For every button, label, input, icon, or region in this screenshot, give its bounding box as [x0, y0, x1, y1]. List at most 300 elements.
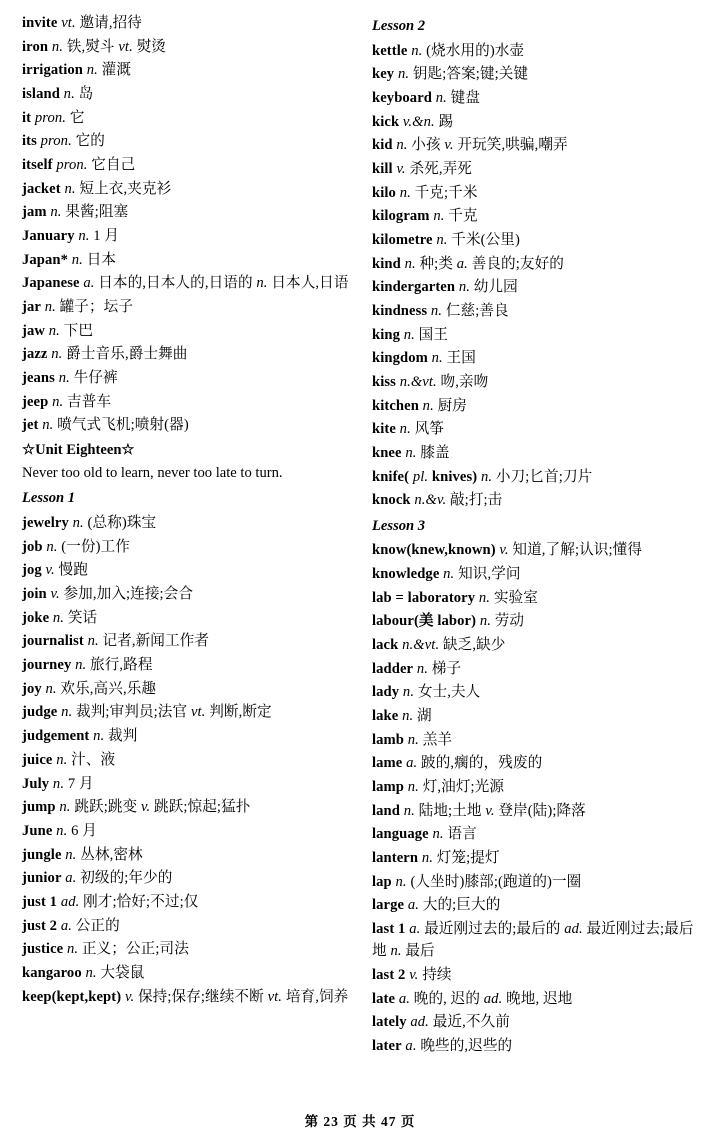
entry-definition: 判断,断定: [209, 704, 272, 721]
entry-headword: jacket: [22, 180, 61, 197]
entry-part-of-speech: n.: [416, 660, 429, 677]
entry-part-of-speech: a.: [407, 897, 420, 914]
entry-definition: 罐子；坛子: [59, 299, 134, 316]
entry-definition: 欢乐,高兴,乐趣: [60, 680, 157, 697]
entry-definition: 膝盖: [420, 445, 450, 462]
entry-part-of-speech: n.: [422, 397, 434, 414]
dictionary-entry: [22, 820, 350, 842]
dictionary-entry: [22, 107, 350, 129]
entry-part-of-speech: n.: [399, 184, 411, 201]
entry-definition: 仁慈;善良: [445, 303, 509, 320]
entry-headword: job: [22, 538, 43, 555]
entry-definition: 千克: [448, 208, 478, 225]
dictionary-entry: [22, 249, 350, 271]
entry-definition: 种;类: [419, 255, 454, 272]
entry-part-of-speech: n.: [407, 779, 419, 795]
entry-headword: jungle: [22, 846, 62, 863]
entry-part-of-speech: n.: [480, 468, 493, 485]
entry-headword: junior: [22, 870, 62, 887]
entry-headword: knock: [372, 492, 411, 509]
dictionary-entry: [372, 776, 700, 798]
entry-definition: 岛: [78, 86, 94, 103]
dictionary-entry: [372, 489, 700, 511]
entry-headword: land: [372, 802, 400, 819]
entry-headword: labour(美 labor): [372, 613, 477, 630]
entry-part-of-speech: pl.: [412, 468, 429, 485]
entry-headword: lamp: [372, 779, 405, 795]
entry-part-of-speech: v.: [45, 562, 55, 579]
dictionary-entry: [372, 1035, 700, 1057]
entry-part-of-speech: n.: [395, 873, 407, 890]
entry-headword: knee: [372, 445, 402, 462]
entry-definition: 登岸(陆);降落: [498, 802, 586, 819]
entry-definition: 陆地;土地: [418, 802, 482, 819]
lesson-heading: Lesson 1: [22, 490, 76, 507]
entry-part-of-speech: n.: [256, 275, 268, 292]
entry-headword: just 2: [22, 917, 58, 934]
entry-part-of-speech: n.: [56, 822, 68, 839]
entry-part-of-speech: n.: [402, 707, 414, 724]
dictionary-entry: [22, 536, 350, 558]
dictionary-entry: [22, 154, 350, 176]
dictionary-entry: [372, 658, 700, 680]
entry-part-of-speech: n.: [397, 66, 410, 83]
entry-part-of-speech: ad.: [60, 893, 80, 910]
dictionary-entry: [372, 729, 700, 751]
entry-definition: 培育,饲养: [285, 988, 349, 1005]
entry-definition: 键盘: [450, 90, 481, 107]
entry-part-of-speech: n.: [65, 846, 77, 863]
entry-headword: lap: [372, 873, 392, 890]
dictionary-entry: [22, 867, 350, 889]
entry-part-of-speech: vt.: [118, 38, 133, 55]
dictionary-entry: [372, 587, 700, 609]
entry-headword: late: [372, 990, 396, 1007]
entry-part-of-speech: n.: [407, 731, 419, 748]
entry-definition: 刚才;恰好;不过;仅: [83, 893, 199, 910]
entry-definition: 小孩: [411, 137, 441, 154]
entry-definition: 千米(公里): [451, 232, 520, 249]
dictionary-entry: [22, 559, 350, 581]
entry-headword: knife(: [372, 468, 410, 485]
entry-part-of-speech: n.: [64, 180, 76, 197]
entry-part-of-speech: n.: [478, 589, 491, 606]
page-footer: 第 23 页 共 47 页: [304, 1114, 416, 1129]
entry-headword: Japanese: [22, 275, 80, 292]
entry-part-of-speech: a.: [398, 990, 410, 1007]
entry-definition: 羔羊: [422, 731, 453, 748]
entry-part-of-speech: n.: [52, 393, 64, 410]
entry-definition: 缺乏,缺少: [442, 636, 506, 653]
entry-definition: 劳动: [494, 613, 525, 630]
entry-headword: jeep: [22, 393, 49, 410]
dictionary-entry: [22, 36, 350, 58]
entry-definition: 吻,亲吻: [440, 374, 489, 391]
entry-headword: judge: [22, 704, 58, 721]
dictionary-entry: [22, 583, 350, 605]
unit-motto: Never too old to learn, never too late to turn.: [22, 465, 283, 482]
entry-part-of-speech: ad.: [483, 990, 503, 1007]
dictionary-entry: [22, 844, 350, 866]
entry-part-of-speech: n.: [42, 417, 54, 434]
entry-definition: 熨烫: [136, 38, 166, 55]
dictionary-entry: [372, 442, 700, 464]
dictionary-entry: [22, 512, 350, 534]
entry-headword: July: [22, 775, 50, 792]
entry-headword: knowledge: [372, 565, 440, 582]
entry-part-of-speech: a.: [456, 255, 468, 272]
entry-part-of-speech: vt.: [190, 704, 206, 721]
entry-definition: 实验室: [493, 589, 538, 606]
entry-part-of-speech: n.: [78, 228, 90, 245]
dictionary-entry: [22, 630, 350, 652]
dictionary-entry: [372, 964, 700, 986]
entry-definition: 晚些的,迟些的: [420, 1037, 513, 1054]
entry-part-of-speech: n.: [399, 421, 411, 438]
entry-headword: joy: [22, 680, 42, 697]
dictionary-entry: [22, 986, 350, 1008]
entry-headword: lab = laboratory: [372, 589, 476, 606]
entry-definition: 晚地, 迟地: [506, 990, 573, 1007]
dictionary-entry: [22, 83, 350, 105]
entry-part-of-speech: v.: [50, 586, 60, 603]
entry-definition: 湖: [417, 707, 432, 724]
entry-part-of-speech: n.: [50, 204, 62, 221]
entry-headword: kingdom: [372, 350, 428, 367]
dictionary-entry: [22, 414, 350, 436]
entry-part-of-speech: n.: [75, 657, 87, 674]
dictionary-entry: [22, 320, 350, 342]
entry-part-of-speech: pron.: [34, 109, 67, 126]
entry-headword: kiss: [372, 374, 396, 391]
entry-headword: its: [22, 133, 37, 150]
entry-part-of-speech: ad.: [564, 921, 583, 938]
dictionary-entry: [22, 891, 350, 913]
entry-definition: 裁判;审判员;法官: [76, 704, 188, 721]
entry-definition: 汁、液: [71, 751, 116, 768]
entry-definition: 笑话: [67, 609, 98, 626]
entry-part-of-speech: a.: [405, 1037, 417, 1054]
entry-part-of-speech: a.: [409, 921, 421, 938]
entry-headword: juice: [22, 751, 53, 768]
entry-definition: 6 月: [71, 822, 97, 839]
entry-definition: 杀死,弄死: [409, 161, 472, 178]
dictionary-entry: [22, 59, 350, 81]
entry-part-of-speech: v.: [124, 988, 135, 1005]
entry-part-of-speech: n.&v.: [414, 492, 447, 509]
entry-headword: jog: [22, 562, 42, 579]
entry-headword: lame: [372, 755, 403, 772]
dictionary-entry: [22, 938, 350, 960]
dictionary-entry: [372, 205, 700, 227]
entry-definition: 善良的;友好的: [471, 255, 564, 272]
dictionary-entry: [372, 871, 700, 893]
dictionary-entry: [372, 800, 700, 822]
entry-headword: lantern: [372, 850, 419, 867]
entry-definition: 梯子: [431, 660, 462, 677]
entry-definition: 铁,熨斗: [66, 38, 115, 55]
entry-definition: 小刀;匕首;刀片: [495, 468, 593, 485]
dictionary-entry: [22, 12, 350, 34]
dictionary-entry: [372, 705, 700, 727]
entry-part-of-speech: pron.: [56, 157, 88, 174]
entry-definition: 开玩笑,哄骗,嘲弄: [457, 137, 568, 154]
entry-headword: kite: [372, 421, 396, 438]
dictionary-entry: [22, 915, 350, 937]
entry-definition: 语言: [447, 826, 477, 843]
entry-definition: 慢跑: [58, 562, 88, 579]
entry-part-of-speech: v.: [499, 542, 509, 559]
entry-headword: Japan*: [22, 251, 69, 268]
entry-part-of-speech: ad.: [410, 1014, 429, 1031]
entry-definition: 牛仔裤: [73, 370, 118, 387]
entry-headword: join: [22, 586, 47, 603]
entry-definition: 大袋鼠: [100, 964, 145, 981]
dictionary-entry: [372, 681, 700, 703]
entry-definition: 初级的;年少的: [80, 870, 173, 887]
entry-part-of-speech: n.: [443, 565, 455, 582]
dictionary-entry: [372, 134, 700, 156]
entry-part-of-speech: v.: [444, 137, 454, 154]
entry-headword: it: [22, 109, 32, 126]
dictionary-entry: [22, 796, 350, 818]
entry-definition: 持续: [422, 966, 452, 983]
dictionary-entry: [22, 701, 350, 723]
entry-definition: 跛的,瘸的，残废的: [421, 755, 543, 772]
entry-definition: 钥匙;答案;键;关键: [412, 66, 529, 83]
entry-definition: 千克;千米: [414, 184, 478, 201]
entry-part-of-speech: n.: [52, 609, 65, 626]
entry-part-of-speech: n.: [51, 38, 63, 55]
entry-headword: jar: [22, 299, 41, 316]
entry-headword: large: [372, 897, 405, 914]
entry-headword: jazz: [22, 346, 48, 363]
entry-part-of-speech: n.: [44, 299, 56, 316]
entry-part-of-speech: a.: [83, 275, 95, 292]
entry-part-of-speech: n.: [85, 964, 97, 981]
dictionary-entry: [372, 988, 700, 1010]
entry-definition: (烧水用的)水壶: [426, 42, 525, 59]
dictionary-entry: [22, 773, 350, 795]
entry-headword: June: [22, 822, 53, 839]
dictionary-entry: [372, 253, 700, 275]
entry-headword: lack: [372, 636, 399, 653]
entry-headword: last 1: [372, 921, 406, 938]
entry-headword: later: [372, 1037, 402, 1054]
dictionary-entry: [372, 111, 700, 133]
dictionary-entry: [22, 725, 350, 747]
dictionary-entry: [372, 918, 700, 962]
entry-headword: jeans: [22, 370, 55, 387]
dictionary-entry: [372, 1011, 700, 1033]
entry-part-of-speech: n.: [432, 826, 444, 843]
dictionary-entry: [372, 229, 700, 251]
entry-part-of-speech: n.: [436, 232, 448, 249]
dictionary-entry: [22, 678, 350, 700]
entry-headword: invite: [22, 15, 58, 31]
dictionary-entry: [22, 296, 350, 318]
entry-headword: justice: [22, 941, 64, 958]
entry-definition: 最近刚过去;最后地: [372, 921, 694, 960]
left-column: [22, 12, 350, 1009]
entry-headword: iron: [22, 38, 49, 55]
entry-part-of-speech: a.: [65, 870, 77, 887]
entry-definition: 最后: [405, 943, 435, 960]
dictionary-entry: [372, 610, 700, 632]
entry-definition: (一份)工作: [61, 538, 130, 555]
dictionary-entry: [372, 63, 700, 85]
entry-headword: lamb: [372, 731, 405, 748]
entry-headword: jet: [22, 417, 39, 434]
entry-definition: 灯,油灯;光源: [422, 779, 505, 795]
lesson-heading: Lesson 3: [372, 517, 426, 534]
entry-part-of-speech: pron.: [40, 133, 72, 150]
entry-headword: kilogram: [372, 208, 430, 225]
entry-part-of-speech: v.: [485, 802, 495, 819]
dictionary-entry: [372, 371, 700, 393]
entry-headword: last 2: [372, 966, 406, 983]
entry-headword: jewelry: [22, 515, 69, 532]
entry-definition: 最近刚过去的;最后的: [424, 921, 561, 938]
entry-headword: kick: [372, 113, 400, 130]
entry-definition: 短上衣,夹克衫: [79, 180, 172, 197]
entry-part-of-speech: n.: [435, 90, 447, 107]
entry-headword: judgement: [22, 728, 90, 745]
entry-definition: 旅行,路程: [90, 657, 153, 674]
entry-definition: 日本: [86, 251, 117, 268]
unit-heading: ☆Unit Eighteen☆: [22, 441, 135, 458]
dictionary-entry: [22, 130, 350, 152]
entry-definition: 女士,夫人: [417, 684, 481, 701]
dictionary-entry: [372, 347, 700, 369]
entry-definition: 日本人,日语: [271, 275, 349, 292]
entry-definition: 它: [69, 109, 85, 126]
entry-definition: 公正的: [75, 917, 120, 934]
entry-headword: know(knew,known): [372, 542, 496, 559]
entry-part-of-speech: n.: [411, 42, 423, 59]
entry-headword: itself: [22, 157, 53, 174]
entry-headword: just 1: [22, 893, 58, 910]
entry-part-of-speech: v.: [141, 799, 151, 816]
entry-part-of-speech: n.: [51, 346, 63, 363]
entry-headword: kill: [372, 161, 393, 178]
entry-headword: kettle: [372, 42, 408, 59]
entry-headword: jam: [22, 204, 47, 221]
entry-part-of-speech: n.: [52, 775, 65, 792]
entry-part-of-speech: a.: [60, 917, 72, 934]
entry-definition: 灯笼;提灯: [436, 850, 500, 867]
entry-part-of-speech: n.: [56, 751, 68, 768]
entry-part-of-speech: n.: [59, 799, 71, 816]
entry-definition: 踢: [438, 113, 454, 130]
entry-part-of-speech: n.: [86, 62, 98, 79]
entry-part-of-speech: vt.: [267, 988, 283, 1005]
dictionary-entry: [22, 343, 350, 365]
entry-definition: 爵士音乐,爵士舞曲: [66, 346, 188, 363]
dictionary-entry: [372, 87, 700, 109]
entry-part-of-speech: n.: [72, 515, 84, 532]
entry-part-of-speech: n.: [479, 613, 491, 630]
entry-part-of-speech: n.: [93, 728, 105, 745]
entry-definition: 大的;巨大的: [422, 897, 501, 914]
entry-part-of-speech: n.&vt.: [399, 374, 437, 391]
entry-definition: 最近,不久前: [432, 1014, 510, 1031]
entry-definition: 晚的, 迟的: [413, 990, 481, 1007]
entry-headword: lady: [372, 684, 400, 701]
dictionary-entry: [22, 272, 350, 294]
entry-part-of-speech: n.: [433, 208, 445, 225]
dictionary-entry: [372, 894, 700, 916]
entry-headword: ladder: [372, 660, 414, 677]
entry-headword: language: [372, 826, 429, 843]
entry-definition: 下巴: [63, 322, 94, 339]
dictionary-entry: [372, 158, 700, 180]
entry-definition: 王国: [446, 350, 476, 367]
entry-part-of-speech: n.: [458, 279, 470, 296]
dictionary-entry: [22, 391, 350, 413]
entry-headword: jaw: [22, 322, 45, 339]
entry-part-of-speech: v.: [409, 966, 419, 983]
entry-definition: 果酱;阻塞: [65, 204, 129, 221]
entry-part-of-speech: n.: [402, 684, 415, 701]
entry-part-of-speech: n.: [430, 303, 443, 320]
two-column-layout: [22, 12, 698, 1059]
entry-part-of-speech: n.: [58, 370, 70, 387]
entry-headword: kindness: [372, 303, 428, 320]
entry-definition: 参加,加入;连接;会合: [63, 586, 194, 603]
dictionary-entry: [22, 654, 350, 676]
entry-definition: 它自己: [91, 157, 136, 174]
entry-part-of-speech: n.: [396, 137, 408, 154]
entry-headword: kind: [372, 255, 401, 272]
right-column: [372, 12, 700, 1059]
entry-definition: 知道,了解;认识;懂得: [512, 542, 643, 559]
dictionary-entry: [22, 607, 350, 629]
entry-definition: 吉普车: [67, 393, 112, 410]
dictionary-entry: [22, 962, 350, 984]
entry-definition: 丛林,密林: [80, 846, 143, 863]
entry-headword: kid: [372, 137, 393, 154]
dictionary-entry: [22, 201, 350, 223]
entry-definition: 记者,新闻工作者: [102, 633, 210, 650]
dictionary-entry: [372, 466, 700, 488]
entry-headword: keep(kept,kept): [22, 988, 122, 1005]
entry-definition: 邀请,招待: [79, 15, 142, 31]
dictionary-entry: [372, 300, 700, 322]
dictionary-entry: [372, 418, 700, 440]
entry-part-of-speech: n.: [63, 86, 75, 103]
entry-headword: keyboard: [372, 90, 432, 107]
entry-definition: 国王: [418, 326, 449, 343]
entry-part-of-speech: vt.: [61, 15, 76, 31]
entry-headword: kilo: [372, 184, 396, 201]
dictionary-entry: [372, 752, 700, 774]
dictionary-entry: [22, 225, 350, 247]
dictionary-entry: [372, 324, 700, 346]
entry-definition: 跳跃;跳变: [74, 799, 138, 816]
entry-headword: kilometre: [372, 232, 433, 249]
entry-headword: joke: [22, 609, 50, 626]
entry-part-of-speech: n.: [403, 326, 415, 343]
dictionary-entry: [372, 563, 700, 585]
entry-part-of-speech: n.: [390, 943, 402, 960]
entry-definition: 裁判: [108, 728, 138, 745]
entry-definition: (总称)珠宝: [87, 515, 157, 532]
entry-definition: 正义；公正;司法: [81, 941, 189, 958]
entry-headword: lake: [372, 707, 399, 724]
dictionary-entry: [22, 749, 350, 771]
dictionary-entry: [22, 178, 350, 200]
